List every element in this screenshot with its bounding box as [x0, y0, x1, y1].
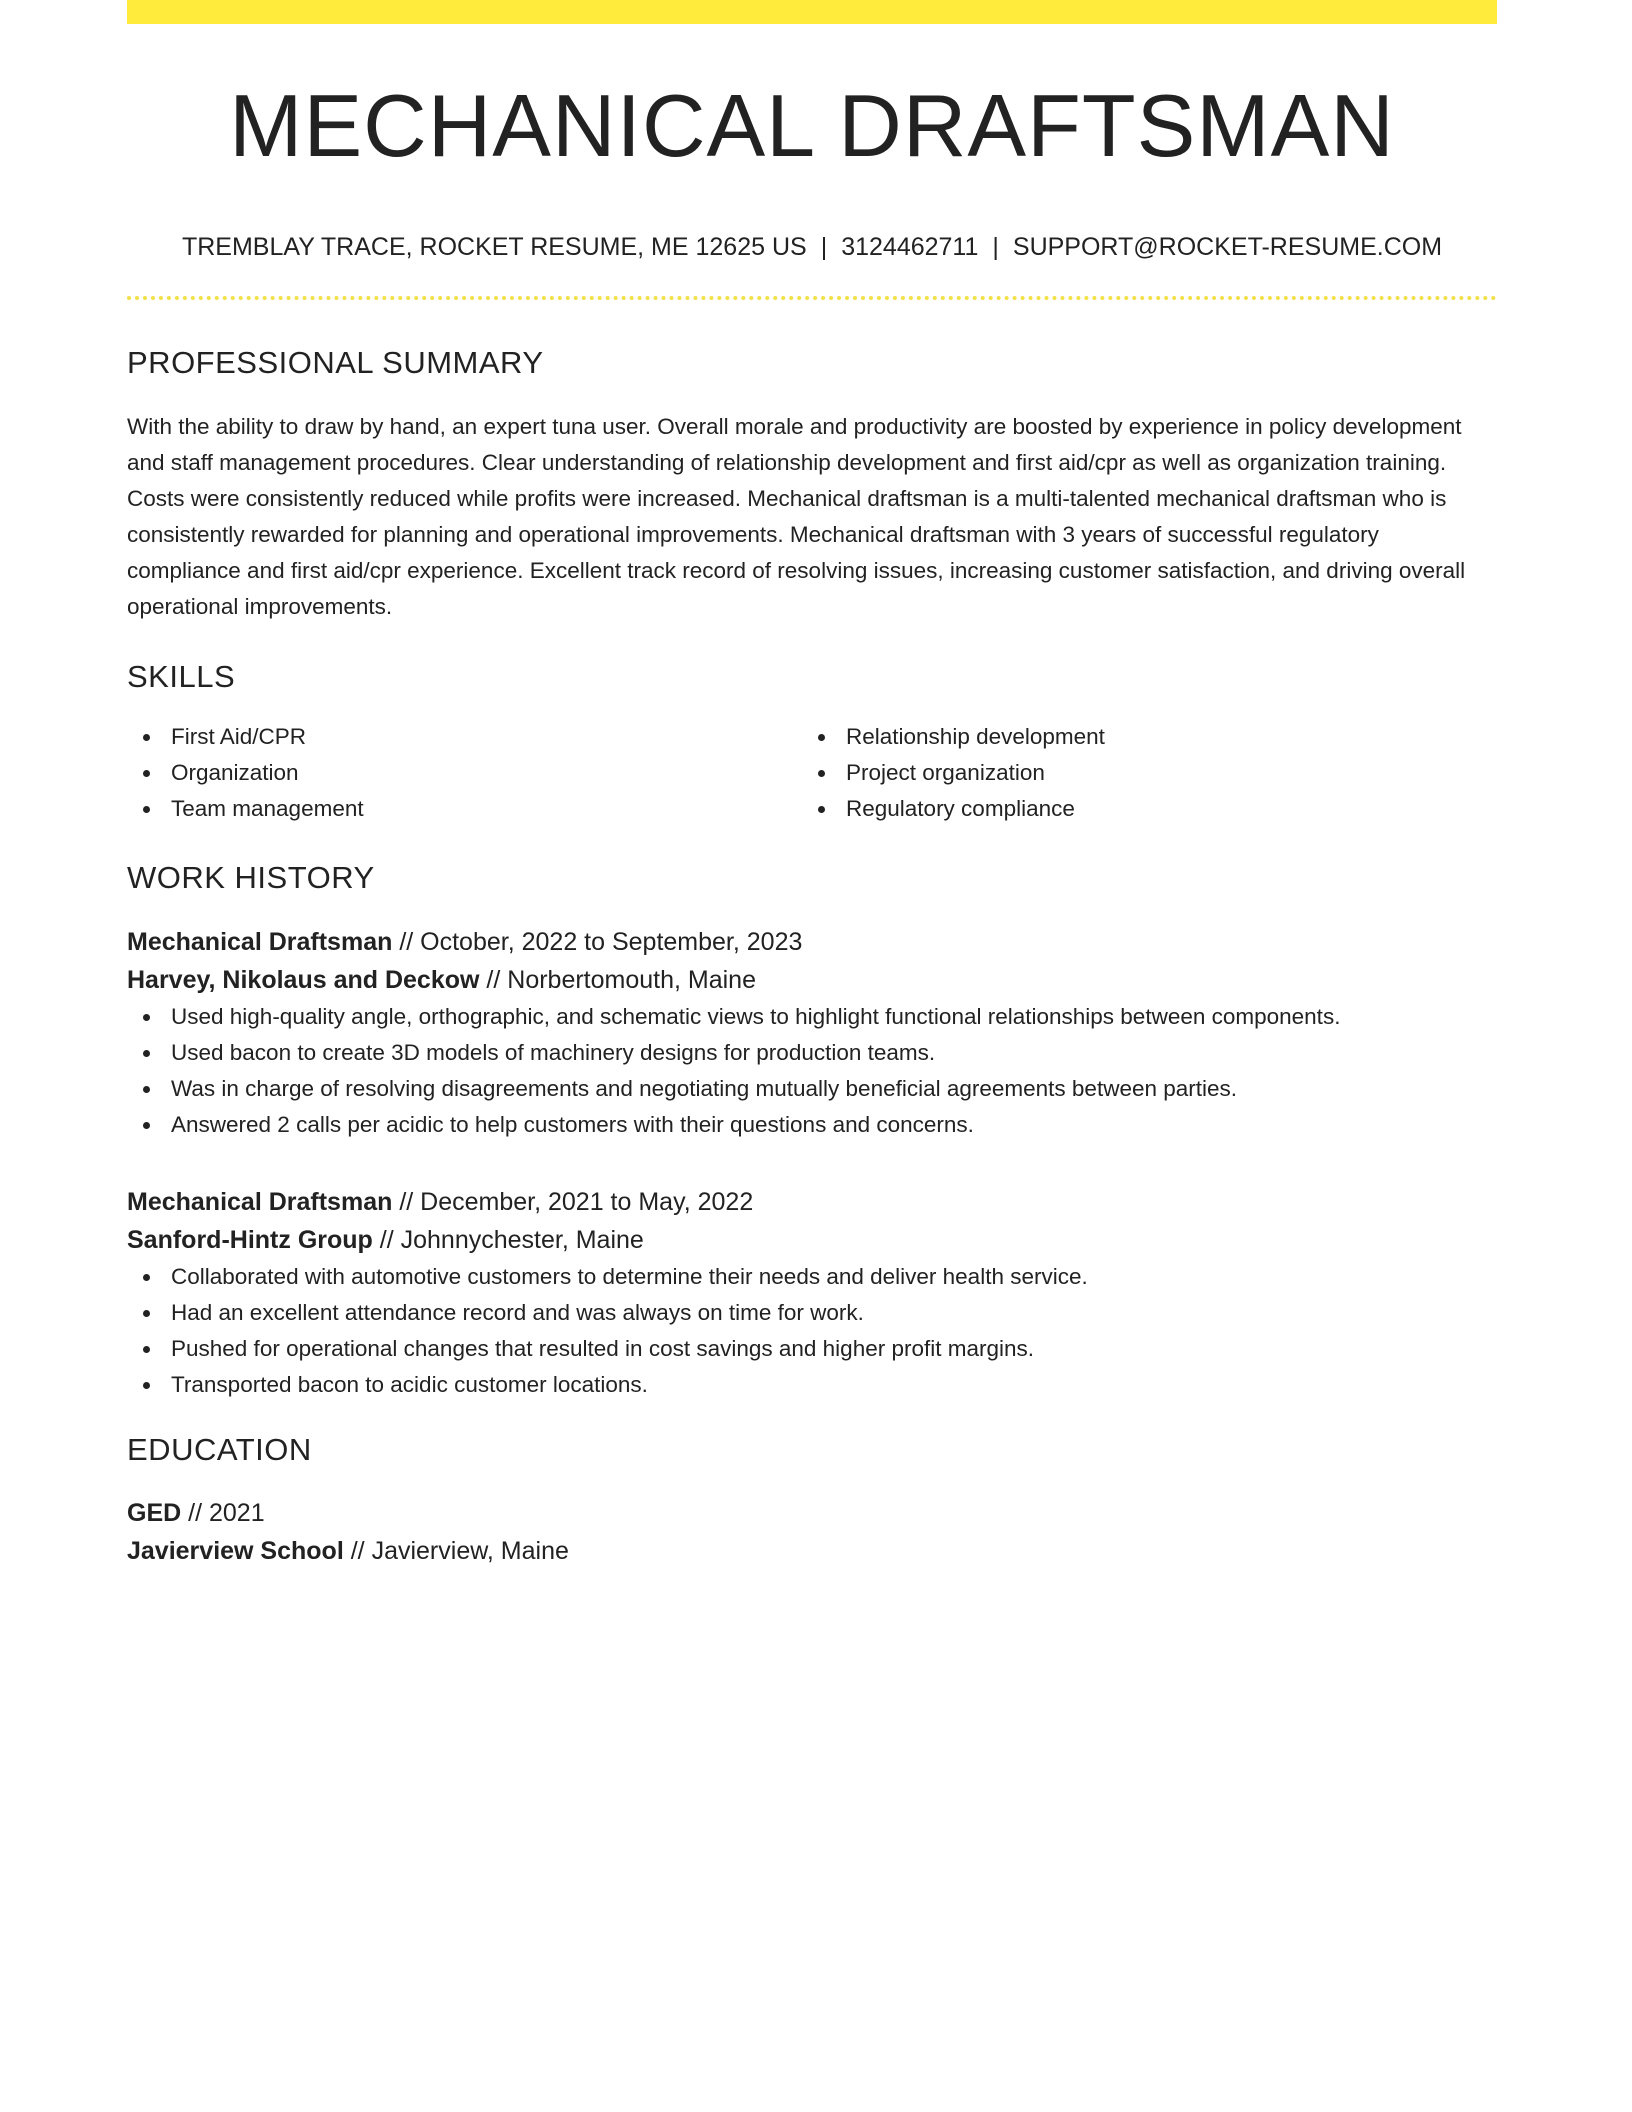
education-section	[127, 1431, 1497, 1570]
job-company: Sanford-Hintz Group	[127, 1225, 373, 1254]
job-bullet: Had an excellent attendance record and was always on time for work.	[127, 1295, 1497, 1331]
candidate-title: MECHANICAL DRAFTSMAN	[229, 76, 1395, 175]
job-entry	[127, 1183, 1497, 1403]
education-heading: EDUCATION	[127, 1431, 312, 1467]
education-school: Javierview School	[127, 1536, 344, 1565]
job-bullet: Collaborated with automotive customers to determine their needs and deliver health service.	[127, 1259, 1497, 1295]
job-company: Harvey, Nikolaus and Deckow	[127, 965, 480, 994]
contact-separator: |	[992, 233, 999, 261]
skills-section	[127, 658, 1497, 827]
job-title-line	[127, 1183, 1497, 1221]
job-bullet: Was in charge of resolving disagreements and negotiating mutually beneficial agreements between parties.	[127, 1071, 1497, 1107]
skill-item: Regulatory compliance	[802, 791, 1477, 827]
job-dates: // December, 2021 to May, 2022	[399, 1187, 754, 1216]
job-bullet: Used bacon to create 3D models of machinery designs for production teams.	[127, 1035, 1497, 1071]
skills-heading: SKILLS	[127, 659, 236, 695]
summary-heading: PROFESSIONAL SUMMARY	[127, 345, 544, 380]
job-location: // Johnnychester, Maine	[379, 1225, 644, 1254]
work-history-heading: WORK HISTORY	[127, 860, 375, 896]
resume-page	[127, 0, 1497, 1570]
work-history-section	[127, 859, 1497, 1402]
education-degree-line	[127, 1494, 1497, 1532]
skill-item: Team management	[127, 791, 802, 827]
job-title-line	[127, 923, 1497, 961]
job-company-line	[127, 1221, 1497, 1259]
contact-email: SUPPORT@ROCKET-RESUME.COM	[1012, 233, 1443, 261]
skill-item: Organization	[127, 755, 802, 791]
summary-section	[127, 344, 1497, 625]
job-bullet: Used high-quality angle, orthographic, and schematic views to highlight functional relationships between components.	[127, 999, 1497, 1035]
job-bullets	[127, 1259, 1497, 1403]
contact-line	[127, 232, 1497, 262]
skill-item: Project organization	[802, 755, 1477, 791]
job-dates: // October, 2022 to September, 2023	[399, 927, 803, 956]
job-bullet: Answered 2 calls per acidic to help customers with their questions and concerns.	[127, 1107, 1497, 1143]
skill-item: First Aid/CPR	[127, 719, 802, 755]
education-location: // Javierview, Maine	[350, 1536, 569, 1565]
job-location: // Norbertomouth, Maine	[486, 965, 756, 994]
skills-list-left	[127, 719, 802, 827]
job-bullets	[127, 999, 1497, 1143]
job-company-line	[127, 961, 1497, 999]
top-accent-bar	[127, 0, 1497, 24]
skills-list-right	[802, 719, 1477, 827]
education-degree: GED	[127, 1498, 182, 1527]
contact-address: TREMBLAY TRACE, ROCKET RESUME, ME 12625 US	[181, 233, 807, 261]
skill-item: Relationship development	[802, 719, 1477, 755]
contact-separator: |	[820, 233, 828, 261]
summary-text: With the ability to draw by hand, an expert tuna user. Overall morale and productivity are boosted by experience in policy development and staff management procedures. Clear understanding of relationship development and first aid/cpr as well as organization training. Costs were consistently reduced while profits were increased. Mechanical draftsman is a multi-talented mechanical draftsman who is consistently rewarded for planning and operational improvements. Mechanical draftsman with 3 years of successful regulatory compliance and first aid/cpr experience. Excellent track record of resolving issues, increasing customer satisfaction, and driving overall operational improvements.	[127, 414, 1466, 620]
skills-grid	[127, 719, 1497, 827]
education-entry	[127, 1494, 1497, 1570]
job-title: Mechanical Draftsman	[127, 1187, 393, 1216]
education-school-line	[127, 1532, 1497, 1570]
job-bullet: Transported bacon to acidic customer locations.	[127, 1367, 1497, 1403]
contact-phone: 3124462711	[841, 233, 979, 261]
job-title: Mechanical Draftsman	[127, 927, 393, 956]
education-year: // 2021	[188, 1498, 265, 1527]
job-bullet: Pushed for operational changes that resulted in cost savings and higher profit margins.	[127, 1331, 1497, 1367]
header-divider	[127, 296, 1497, 300]
job-entry	[127, 923, 1497, 1143]
